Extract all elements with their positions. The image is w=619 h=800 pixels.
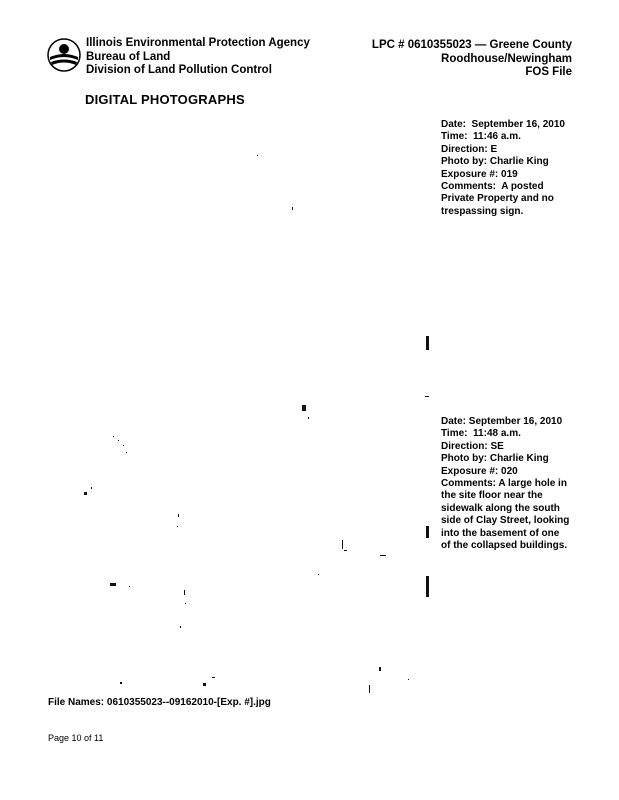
photo-019 — [48, 112, 428, 394]
page-title: DIGITAL PHOTOGRAPHS — [85, 92, 245, 107]
division-name: Division of Land Pollution Control — [86, 64, 272, 76]
lpc-block — [372, 39, 572, 80]
caption-direction: Direction: E — [441, 143, 498, 155]
agency-block — [86, 37, 310, 78]
caption-comments: Comments: A large hole in the site floor near the sidewalk along the south side of Clay Street, looking into the basement of one of the collapsed buildings. — [441, 478, 573, 552]
caption-time: Time: 11:48 a.m. — [441, 428, 521, 440]
lpc-number: LPC # 0610355023 — Greene County — [371, 39, 572, 51]
photo-019-caption — [441, 119, 571, 218]
page-number: Page 10 of 11 — [48, 733, 104, 743]
photo-020 — [48, 400, 428, 695]
caption-comments: Comments: A posted Private Property and no trespassing sign. — [441, 181, 557, 217]
caption-photographer: Photo by: Charlie King — [441, 453, 549, 465]
caption-exposure: Exposure #: 020 — [441, 465, 518, 477]
photo-020-caption — [441, 416, 571, 552]
caption-exposure: Exposure #: 019 — [441, 168, 518, 180]
caption-date: Date: September 16, 2010 — [441, 119, 565, 130]
caption-date: Date: September 16, 2010 — [441, 416, 563, 427]
caption-direction: Direction: SE — [441, 440, 504, 452]
site-name: Roodhouse/Newingham — [441, 52, 572, 65]
bureau-name: Bureau of Land — [86, 50, 171, 63]
agency-name: Illinois Environmental Protection Agency — [86, 37, 310, 49]
caption-time: Time: 11:46 a.m. — [441, 131, 521, 143]
file-type: FOS File — [525, 66, 572, 78]
iepa-logo-icon — [47, 38, 81, 72]
file-names: File Names: 0610355023--09162010-[Exp. #].jpg — [48, 697, 271, 708]
caption-photographer: Photo by: Charlie King — [441, 156, 549, 168]
